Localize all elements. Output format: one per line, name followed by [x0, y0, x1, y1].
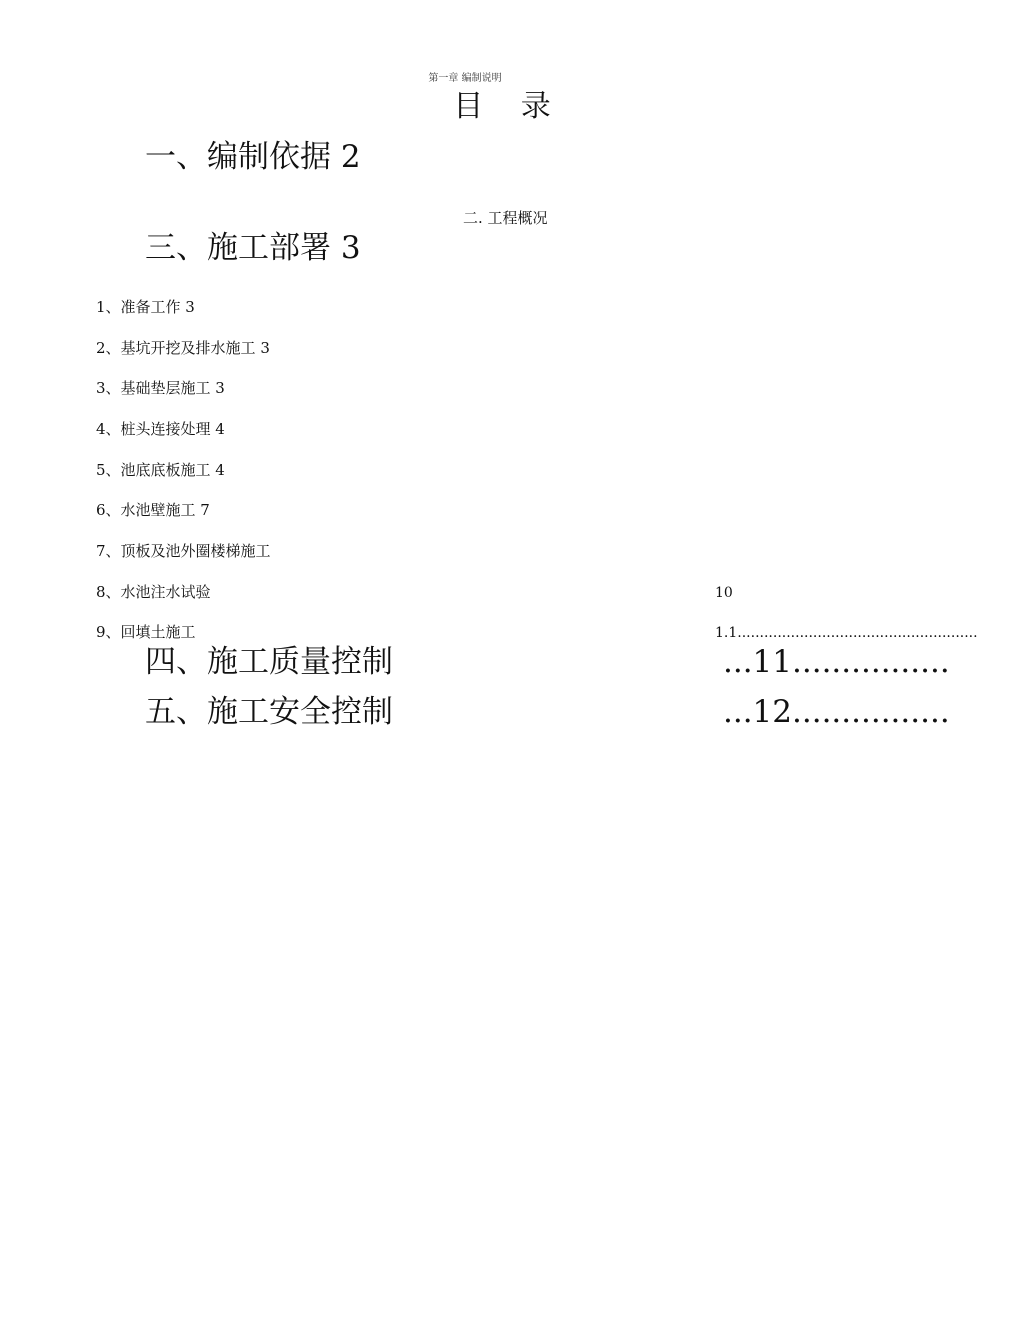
toc-section-deployment[interactable]: 三、施工部署 3 — [145, 230, 361, 266]
toc-item-9-page: 1.1...................................................... — [715, 625, 978, 641]
toc-section-quality[interactable]: 四、施工质量控制 — [145, 644, 393, 680]
toc-item-3[interactable]: 3、基础垫层施工 3 — [96, 379, 225, 397]
toc-section-quality-page: ...11................ — [723, 644, 950, 680]
toc-section-safety-page: ...12................ — [723, 694, 950, 730]
running-header: 第一章 编制说明 — [428, 73, 502, 84]
toc-item-6[interactable]: 6、水池壁施工 7 — [96, 501, 210, 519]
toc-item-5[interactable]: 5、池底底板施工 4 — [96, 461, 225, 479]
toc-item-1[interactable]: 1、准备工作 3 — [96, 298, 195, 316]
toc-section-overview[interactable]: 二. 工程概况 — [463, 209, 548, 227]
toc-title: 目 录 — [453, 89, 565, 124]
toc-item-8[interactable]: 8、水池注水试验 — [96, 583, 211, 601]
toc-item-7[interactable]: 7、顶板及池外圈楼梯施工 — [96, 542, 271, 560]
toc-item-9[interactable]: 9、回填土施工 — [96, 623, 196, 641]
toc-item-8-page: 10 — [715, 585, 733, 601]
toc-item-4[interactable]: 4、桩头连接处理 4 — [96, 420, 225, 438]
toc-section-safety[interactable]: 五、施工安全控制 — [145, 694, 393, 730]
toc-section-basis[interactable]: 一、编制依据 2 — [145, 139, 361, 175]
toc-item-2[interactable]: 2、基坑开挖及排水施工 3 — [96, 339, 270, 357]
